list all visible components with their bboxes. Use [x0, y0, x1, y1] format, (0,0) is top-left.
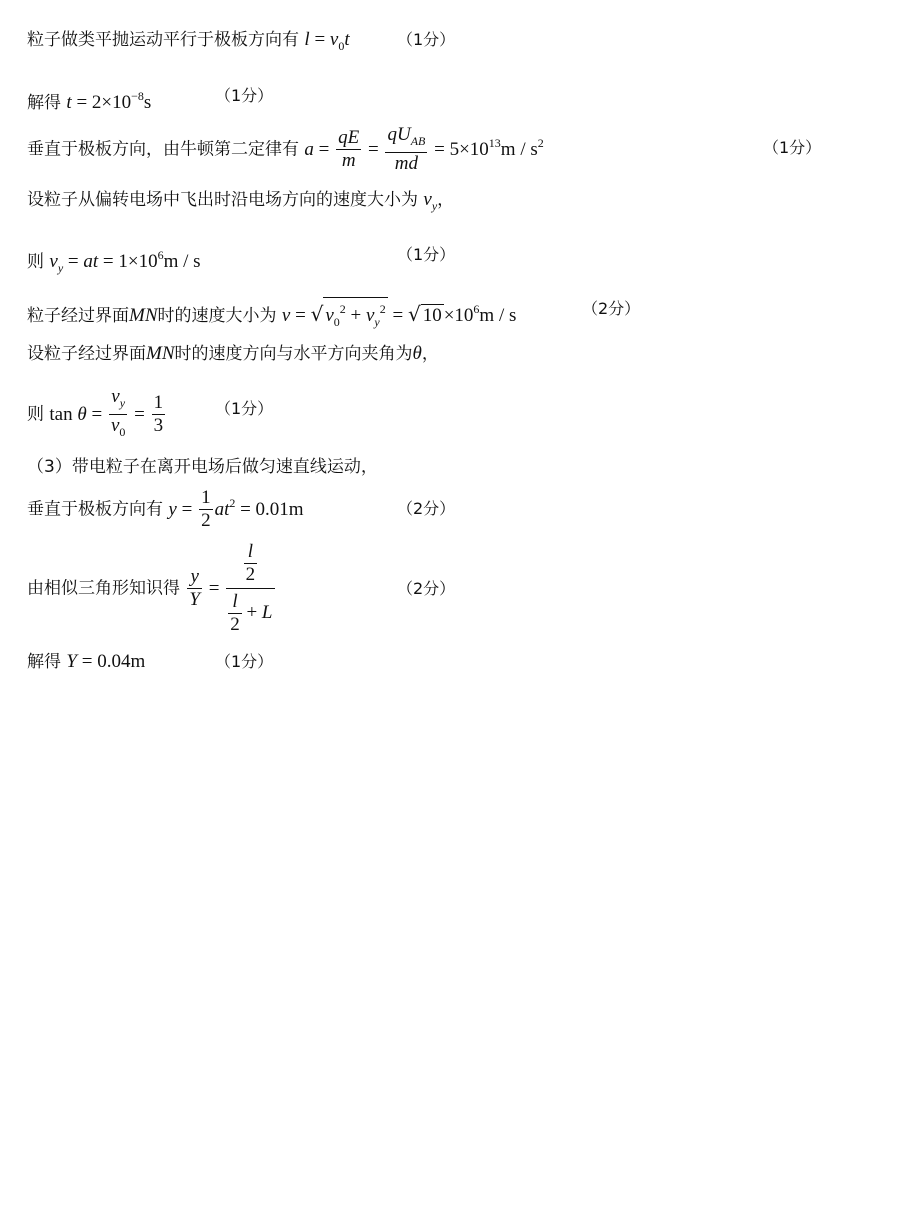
line-8-equation: tan θ = $\frac{v_y}{v_0}$ = $\frac{1}{3}$ — [49, 386, 164, 439]
line-1 — [27, 28, 350, 58]
line-4 — [27, 188, 454, 218]
line-7-mn: MN — [146, 343, 175, 364]
line-11-score: （2分） — [397, 579, 456, 598]
line-2-text: 解得 — [27, 93, 61, 113]
line-6-mn: MN — [129, 305, 158, 326]
line-2-equation: $t = 2\times 10^{-8}s$ — [66, 89, 152, 113]
line-1-equation: $l = v_0t$ — [304, 29, 350, 53]
line-7 — [27, 342, 439, 366]
line-5-text: 则 — [27, 252, 44, 272]
line-12-score: （1分） — [215, 652, 274, 671]
line-12-equation: Y = 0.04m — [66, 651, 146, 672]
line-5 — [27, 243, 201, 280]
line-6-text2: 时的速度大小为 — [157, 306, 277, 326]
line-3 — [27, 124, 544, 175]
line-7-text2: 时的速度方向与水平方向夹角为 — [174, 344, 413, 364]
line-2-score: （1分） — [215, 86, 274, 105]
line-8 — [27, 386, 167, 443]
line-7-theta: θ — [412, 343, 422, 364]
line-3-equation: a = $\frac{qE}{m}$ = $\frac{qU_{AB}}{md}$ = $5\times 10^{13}m / s^2$ — [304, 124, 544, 174]
line-10-text: 垂直于极板方向有 — [27, 499, 163, 520]
line-6-text: 粒子经过界面 — [27, 306, 129, 326]
line-3-text: 垂直于极板方向，由牛顿第二定律有 — [27, 139, 299, 160]
line-5-score: （1分） — [397, 245, 456, 264]
line-1-score: （1分） — [397, 30, 456, 49]
line-11-equation: $\frac{y}{Y}$ = $\frac{l}{2}$ $\frac{l}{2}$ + L — [189, 541, 273, 635]
line-3-score: （1分） — [763, 138, 822, 157]
line-11-text: 由相似三角形知识得 — [27, 578, 180, 599]
line-1-text: 粒子做类平抛运动平行于极板方向有 — [27, 30, 299, 50]
line-11 — [27, 541, 277, 636]
line-12 — [27, 650, 145, 674]
line-4-text: 设粒子从偏转电场中飞出时沿电场方向的速度大小为 — [27, 190, 418, 210]
line-5-equation: $v_y$ = at = $1\times 10^6m / s$ — [49, 248, 201, 275]
line-7-text: 设粒子经过界面 — [27, 344, 146, 364]
line-8-score: （1分） — [215, 399, 274, 418]
line-6 — [27, 297, 516, 333]
line-10 — [27, 487, 304, 532]
line-10-equation: y = $\frac{1}{2}$ $at^2 = 0.01m$ — [168, 487, 304, 531]
line-4-comma: ， — [437, 190, 455, 210]
line-2 — [27, 84, 151, 115]
line-10-score: （2分） — [397, 499, 456, 518]
line-4-equation: $v_y$ — [423, 189, 438, 213]
line-6-equation: v = √ $v_0^2 + v_y^2$ = √ $10 \times 10^6m / s$ — [282, 306, 516, 326]
line-7-comma: ， — [421, 344, 439, 364]
line-8-text: 则 — [27, 404, 44, 425]
line-9 — [27, 455, 378, 479]
line-12-text: 解得 — [27, 652, 61, 672]
line-9-text: （3）带电粒子在离开电场后做匀速直线运动， — [27, 457, 378, 477]
line-6-score: （2分） — [582, 299, 641, 318]
